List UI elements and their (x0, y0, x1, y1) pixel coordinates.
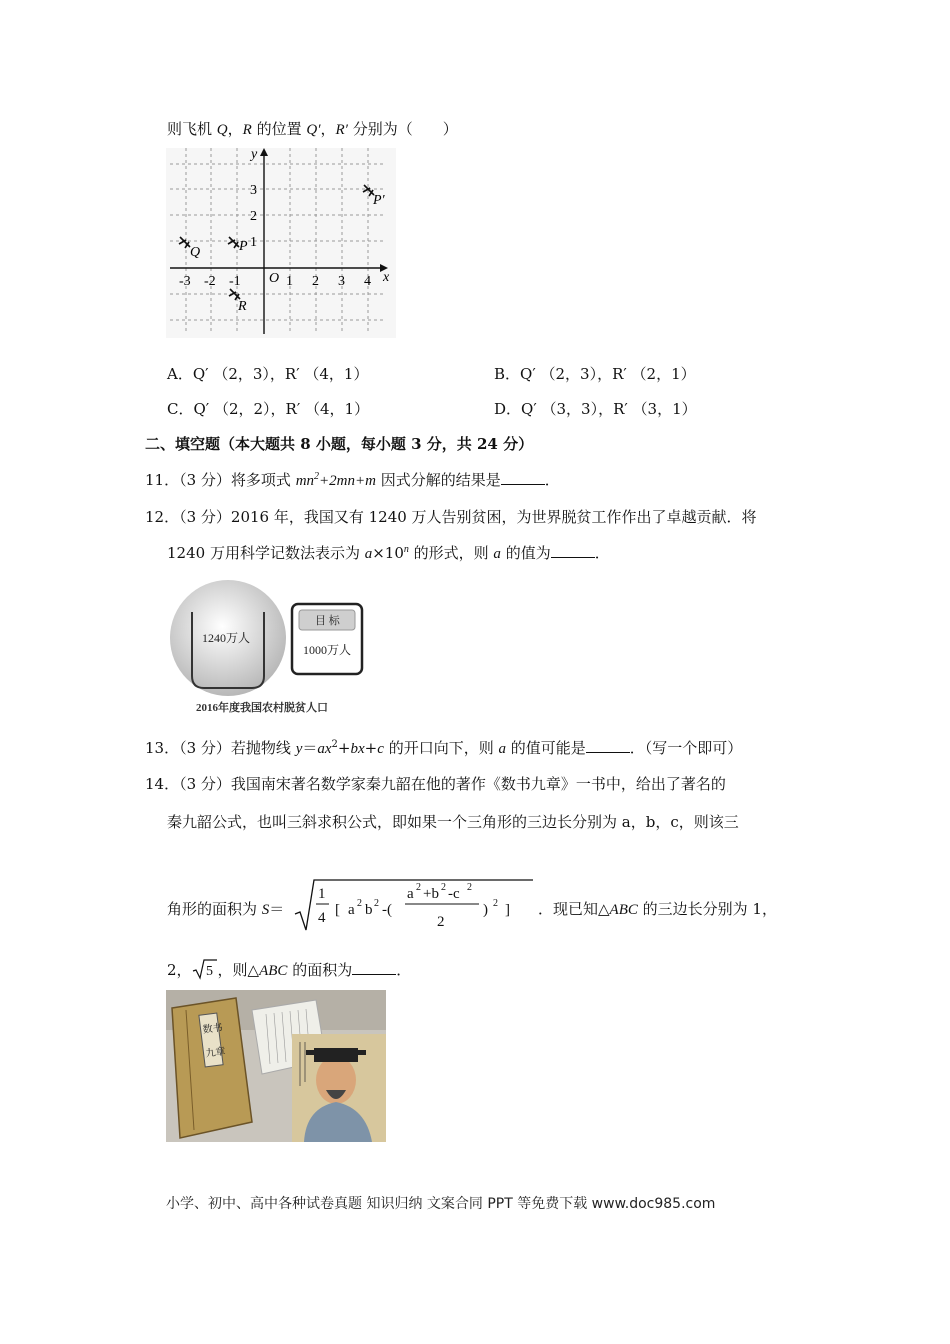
bowl-text: 1240万人 (202, 631, 251, 645)
q11-polynomial: $mn^2+2mn+m$ (295, 471, 376, 489)
q11-text-a: 将多项式 (230, 471, 296, 489)
origin-label: O (269, 271, 280, 286)
svg-text:2: 2 (493, 898, 498, 909)
svg-text:2: 2 (416, 882, 421, 893)
q10-stem-comma: ， (320, 120, 336, 138)
question-14-line2: 秦九韶公式，也叫三斜求积公式，即如果一个三角形的三边长分别为 a，b，c，则该三 (167, 813, 739, 831)
q10-stem-r: R (242, 122, 252, 138)
x-tick-label: 2 (312, 274, 319, 289)
q13-parabola: y (295, 741, 303, 757)
question-14-line4 (167, 958, 411, 980)
question-11 (145, 469, 560, 490)
book-and-portrait-photo (166, 990, 386, 1142)
svg-text:九章: 九章 (205, 1046, 227, 1060)
q11-text-c: ． (544, 471, 560, 489)
svg-text:b: b (365, 902, 373, 918)
q13-text-c: 的值可能是 (505, 739, 586, 757)
option-b[interactable] (494, 363, 696, 384)
figure-caption: 2016年度我国农村脱贫人口 (196, 702, 328, 714)
q12-line2-b: 的形式，则 (408, 544, 494, 562)
option-d-label: D． (494, 400, 522, 418)
q11-answer-blank[interactable] (501, 483, 545, 485)
q12-line2-a: 1240 万用科学记数法表示为 (167, 544, 365, 562)
q12-number: 12． (145, 508, 180, 526)
point-p-label: P (239, 239, 248, 254)
target-value: 1000万人 (303, 643, 352, 657)
q14-line3-a: 角形的面积为 (167, 900, 262, 918)
question-14-line3-tail (538, 898, 777, 919)
svg-text:a: a (407, 886, 414, 902)
q14-line3-b: ．现已知△ (538, 900, 610, 918)
svg-text:-(: -( (382, 902, 392, 918)
option-b-label: B． (494, 365, 521, 383)
q12-answer-blank[interactable] (551, 556, 595, 558)
y-tick-label: 1 (250, 235, 257, 250)
option-c-label: C． (167, 400, 194, 418)
x-tick-label: 3 (338, 274, 345, 289)
qin-jiushao-formula (293, 874, 535, 936)
q10-stem-rp: R′ (335, 122, 348, 138)
y-tick-label: 2 (250, 209, 257, 224)
section-heading: 二、填空题（本大题共 8 小题，每小题 3 分，共 24 分） (145, 435, 534, 453)
q11-score: （3 分） (179, 471, 231, 489)
option-c-text: Q′ （2，2），R′ （4，1） (193, 400, 370, 418)
svg-text:2: 2 (374, 898, 379, 909)
q12-line2-c: 的值为 (500, 544, 551, 562)
q10-stem (167, 118, 458, 139)
q13-number: 13． (145, 739, 180, 757)
option-b-text: Q′ （2，3），R′ （2，1） (520, 365, 696, 383)
q12-sci-notation: a (364, 546, 373, 562)
svg-text:]: ] (505, 902, 510, 918)
svg-text:5: 5 (205, 964, 213, 979)
q10-stem-prefix: 则飞机 (167, 120, 217, 138)
q14-number: 14． (145, 775, 180, 793)
q14-triangle-abc: ABC (609, 902, 638, 918)
option-a[interactable] (167, 363, 368, 384)
coordinate-grid-figure (166, 148, 396, 338)
svg-text:): ) (483, 902, 488, 918)
svg-text:+b: +b (423, 886, 439, 902)
q14-line4-b: ，则△ (217, 961, 260, 979)
point-r-label: R (238, 299, 247, 314)
x-tick-label: -1 (229, 274, 241, 289)
question-13: 13．（3 分）若抛物线 $y=ax^2+bx+c$ 的开口向下，则 a 的值可能是 ．（写一个即可） (145, 739, 743, 757)
q14-line4-d: 的面积为 (287, 961, 353, 979)
q14-line4-e: ． (396, 961, 412, 979)
q14-score: （3 分） (179, 775, 231, 793)
option-d[interactable] (494, 398, 697, 419)
q12-var-a: a (493, 546, 501, 562)
question-14-line3: 角形的面积为 S＝ (167, 900, 285, 918)
q14-line1: 我国南宋著名数学家秦九韶在他的著作《数书九章》一书中，给出了著名的 (230, 775, 726, 793)
q10-stem-qp: Q′ (306, 122, 321, 138)
q14-triangle-abc-2: ABC (259, 963, 288, 979)
q11-text-b: 因式分解的结果是 (375, 471, 501, 489)
svg-text:-c: -c (448, 886, 460, 902)
q10-stem-q: Q (216, 122, 228, 138)
q13-text-b: 的开口向下，则 (383, 739, 499, 757)
q13-text-a: 若抛物线 (230, 739, 296, 757)
x-tick-label: -3 (179, 274, 191, 289)
q12-line2-d: ． (594, 544, 610, 562)
y-tick-label: 3 (250, 183, 257, 198)
q14-var-s: S (261, 902, 270, 918)
svg-text:2: 2 (437, 914, 445, 930)
y-axis-label: y (251, 148, 258, 162)
svg-text:2: 2 (357, 898, 362, 909)
svg-text:[: [ (335, 902, 340, 918)
question-14-line1 (145, 773, 726, 794)
svg-text:1: 1 (318, 886, 326, 902)
svg-text:2: 2 (441, 882, 446, 893)
q11-number: 11． (145, 471, 180, 489)
q12-score: （3 分） (179, 508, 231, 526)
q14-line4-a: 2， (167, 961, 192, 979)
footer-text: 小学、初中、高中各种试卷真题 知识归纳 文案合同 PPT 等免费下载 www.doc985.com (166, 1196, 716, 1212)
x-tick-label: -2 (204, 274, 216, 289)
q13-answer-blank[interactable] (586, 751, 630, 753)
point-q-label: Q (190, 245, 201, 260)
x-tick-label: 1 (286, 274, 293, 289)
book-title: 数书 (202, 1022, 224, 1036)
q10-stem-sep: ， (227, 120, 243, 138)
x-axis-label: x (383, 270, 390, 285)
svg-text:a: a (348, 902, 355, 918)
svg-text:2: 2 (467, 882, 472, 893)
q14-line3-d: 的三边长分别为 1， (637, 900, 777, 918)
poverty-figure (166, 576, 366, 716)
q12-line1: 2016 年，我国又有 1240 万人告别贫困，为世界脱贫工作作出了卓越贡献．将 (230, 508, 757, 526)
target-label: 目 标 (315, 615, 340, 627)
svg-text:4: 4 (318, 910, 326, 926)
option-c[interactable] (167, 398, 369, 419)
q13-score: （3 分） (179, 739, 231, 757)
option-d-text: Q′ （3，3），R′ （3，1） (521, 400, 697, 418)
option-a-label: A． (167, 365, 193, 383)
point-p-prime-label: P′ (373, 193, 385, 208)
sqrt5-expression (192, 958, 218, 980)
option-a-text: Q′ （2，3），R′ （4，1） (192, 365, 369, 383)
question-12-line2: 1240 万用科学记数法表示为 $a\times 10^n$ 的形式，则 a 的值为 ． (167, 544, 610, 562)
question-12-line1 (145, 506, 757, 527)
q14-answer-blank[interactable] (352, 973, 396, 975)
x-tick-label: 4 (364, 274, 371, 289)
q10-stem-suffix: 分别为（ ） (347, 120, 458, 138)
q13-text-d: ．（写一个即可） (629, 739, 743, 757)
q10-stem-mid: 的位置 (251, 120, 307, 138)
q13-var-a: a (498, 741, 506, 757)
